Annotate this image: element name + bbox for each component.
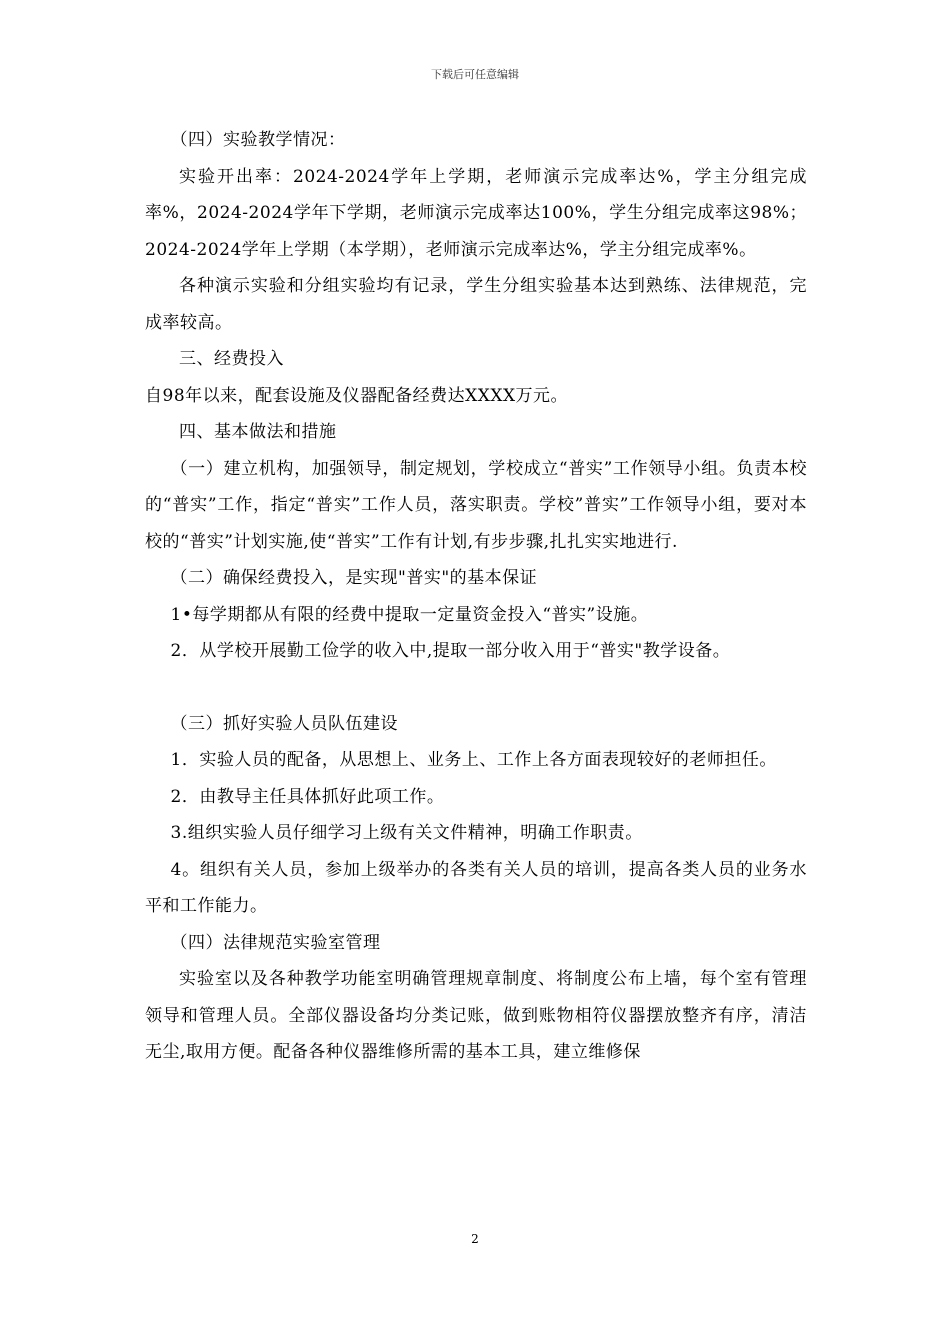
heading-funding-guarantee: （二）确保经费投入，是实现"普实"的基本保证 bbox=[170, 568, 538, 588]
heading-basic-measures: 四、基本做法和措施 bbox=[179, 422, 337, 442]
heading-experiment-teaching: （四）实验教学情况： bbox=[170, 130, 346, 150]
paragraph-lab-management: 实验室以及各种教学功能室明确管理规章制度、将制度公布上墙，每个室有管理领导和管理人员。全部仪器设备均分类记账，做到账物相符仪器摆放整齐有序，清洁无尘,取用方便。配备各种仪器维修所需的基本工具，建立维修保 bbox=[145, 969, 807, 1062]
list-item-staff-1: 1．实验人员的配备，从思想上、业务上、工作上各方面表现较好的老师担任。 bbox=[170, 750, 777, 770]
heading-lab-management: （四）法律规范实验室管理 bbox=[170, 932, 381, 953]
list-item-staff-3: 3.组织实验人员仔细学习上级有关文件精神，明确工作职责。 bbox=[170, 823, 643, 843]
paragraph-organization: （一）建立机构，加强领导，制定规划，学校成立“普实”工作领导小组。负责本校的“普实”工作，指定“普实”工作人员，落实职责。学校”普实”工作领导小组，要对本校的“普实”计划实施,使“普实”工作有计划,有步步骤,扎扎实实地进行. bbox=[145, 458, 807, 552]
paragraph-completion-rates: 实验开出率：2024-2024学年上学期，老师演示完成率达%，学主分组完成率%，2024-2024学年下学期，老师演示完成率达100%，学生分组完成率这98%；2024-2024学年上学期（本学期），老师演示完成率达%，学主分组完成率%。 bbox=[145, 166, 807, 260]
document-body bbox=[145, 122, 807, 1071]
list-item-staff-2: 2．由教导主任具体抓好此项工作。 bbox=[170, 786, 445, 807]
page-number: 2 bbox=[471, 1232, 479, 1246]
paragraph-funding-amount: 自98年以来，配套设施及仪器配备经费达XXXX万元。 bbox=[145, 385, 569, 406]
heading-staff-building: （三）抓好实验人员队伍建设 bbox=[170, 713, 398, 734]
list-item-staff-4: 4。组织有关人员，参加上级举办的各类有关人员的培训，提高各类人员的业务水平和工作能力。 bbox=[145, 859, 807, 916]
page-header: 下载后可任意编辑 bbox=[431, 68, 519, 81]
list-item-funding-1: 1•每学期都从有限的经费中提取一定量资金投入“普实”设施。 bbox=[170, 604, 649, 625]
heading-funding: 三、经费投入 bbox=[179, 349, 284, 369]
blank-line bbox=[145, 670, 807, 706]
list-item-funding-2: 2．从学校开展勤工俭学的收入中,提取一部分收入用于“普实"教学设备。 bbox=[170, 641, 731, 661]
paragraph-experiment-records: 各种演示实验和分组实验均有记录，学生分组实验基本达到熟练、法律规范，完成率较高。 bbox=[145, 276, 807, 333]
